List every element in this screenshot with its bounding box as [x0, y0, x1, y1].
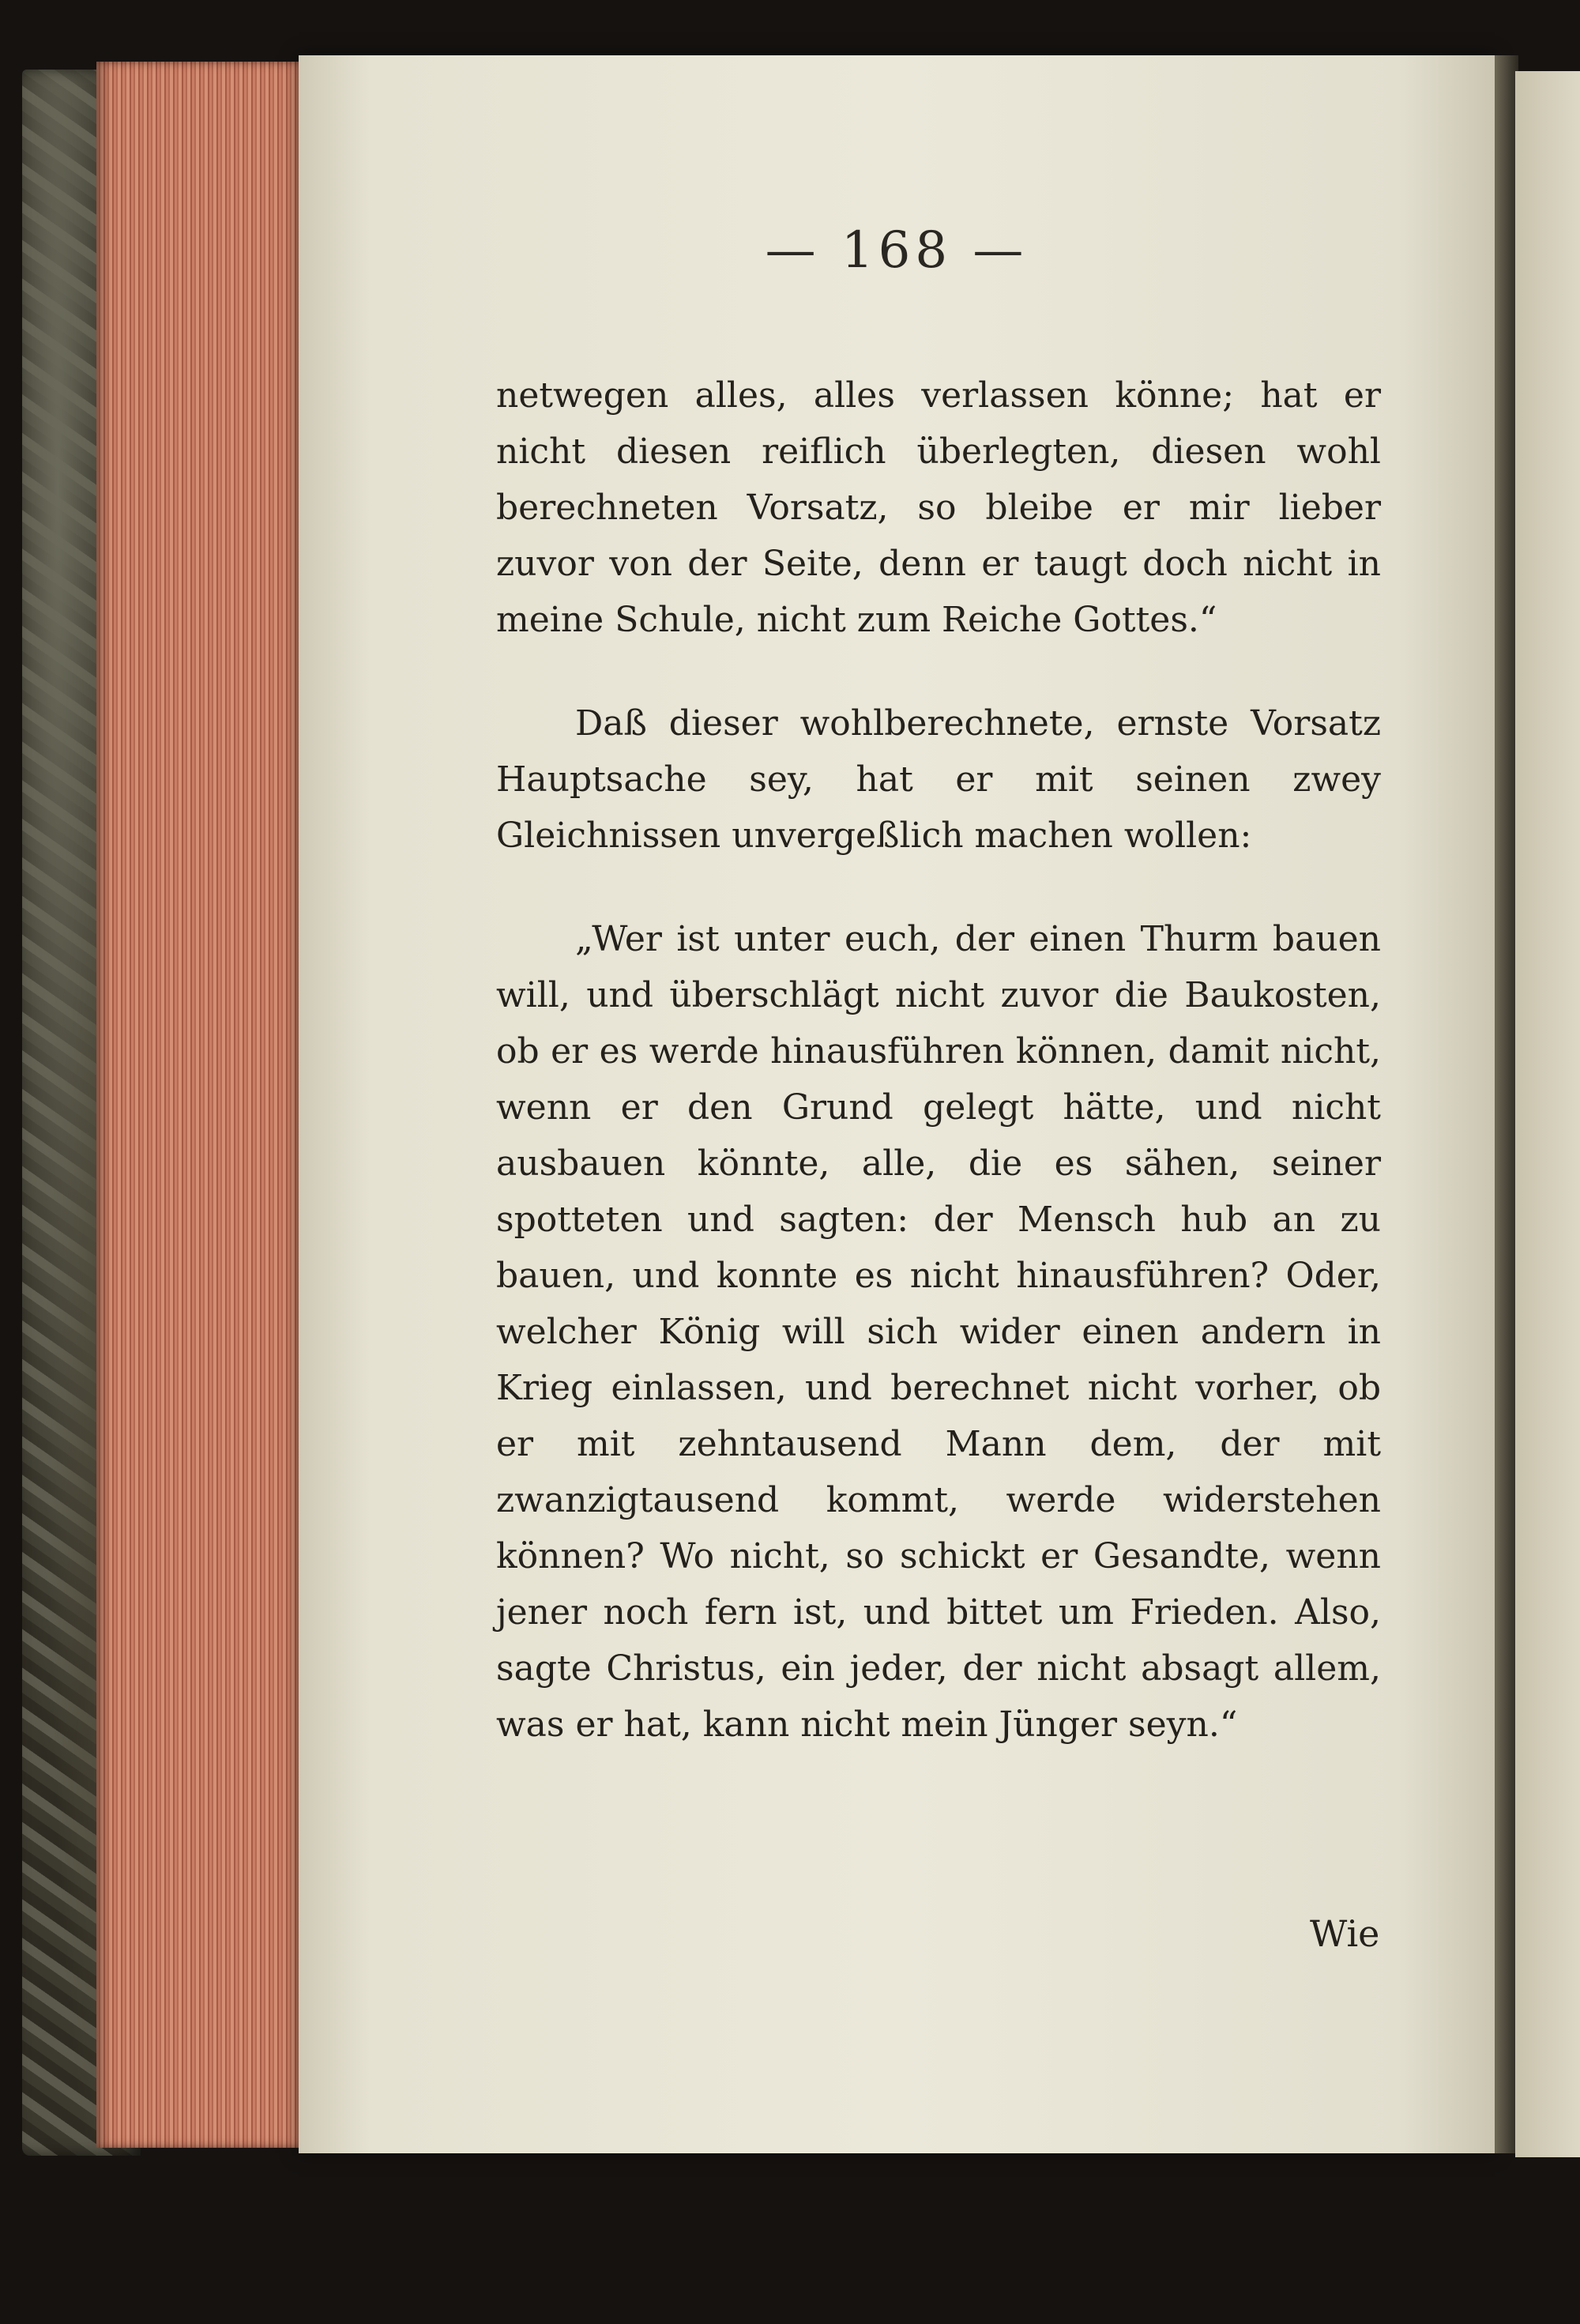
- paragraph-1: netwegen alles, alles verlassen könne; hat er nicht diesen reiflich überlegten, diesen wohl berechneten Vorsatz, so bleibe er mir lieber zuvor von der Seite, denn er taugt doch nicht in meine Schule, nicht zum Reiche Gottes.“: [496, 375, 1381, 640]
- page-number-header: — 168 —: [765, 221, 1029, 280]
- paragraph-2: Daß dieser wohlberechnete, ernste Vorsatz Hauptsache sey, hat er mit seinen zwey Gleichnissen unvergeßlich machen wollen:: [496, 703, 1381, 856]
- book-page: [299, 55, 1495, 2153]
- paragraph-3: „Wer ist unter euch, der einen Thurm bauen will, und überschlägt nicht zuvor die Baukosten, ob er es werde hinausführen können, damit nicht, wenn er den Grund gelegt hätte, und nicht ausbauen könnte, alle, die es sähen, seiner spotteten und sagten: der Mensch hub an zu bauen, und konnte es nicht hinausführen? Oder, welcher König will sich wider einen andern in Krieg einlassen, und berechnet nicht vorher, ob er mit zehntausend Mann dem, der mit zwanzigtausend kommt, werde widerstehen können? Wo nicht, so schickt er Gesandte, wenn jener noch fern ist, und bittet um Frieden. Also, sagte Christus, ein jeder, der nicht absagt allem, was er hat, kann nicht mein Jünger seyn.“: [496, 919, 1381, 1745]
- catchword: Wie: [1310, 1912, 1380, 1955]
- facing-page-edge: [1515, 71, 1580, 2157]
- page-edges: [96, 62, 303, 2148]
- body-text: [496, 367, 1381, 1753]
